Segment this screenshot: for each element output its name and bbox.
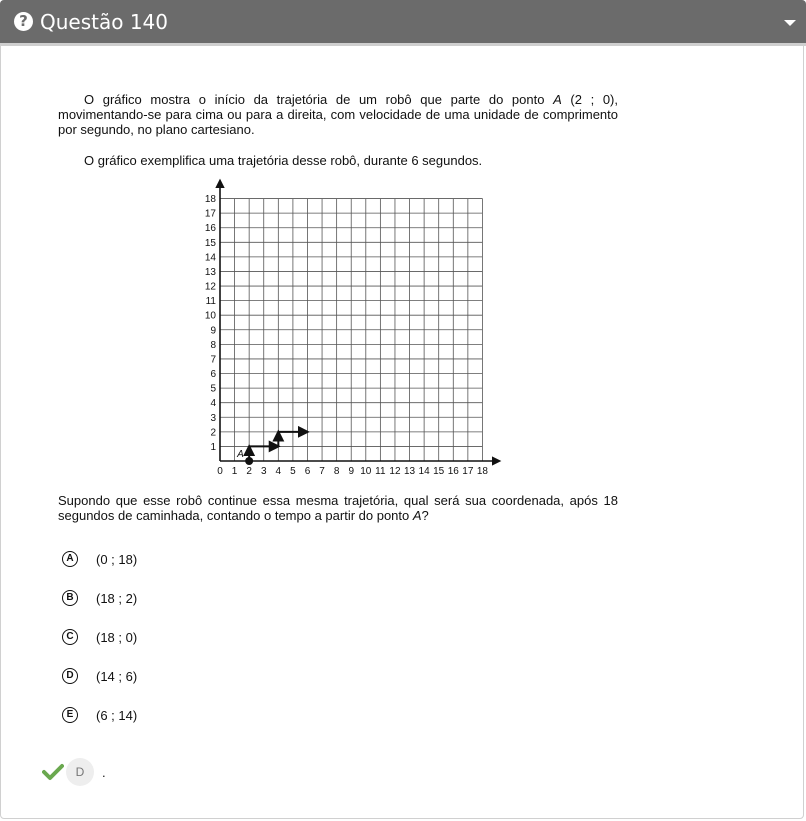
x-tick-label: 17 xyxy=(462,466,474,477)
question-text: Supondo que esse robô continue essa mesma trajetória, qual será sua coordenada, após 18 segundos de caminhada, contando o tempo a partir do ponto A? xyxy=(58,493,618,523)
answer-row xyxy=(42,758,106,786)
x-tick-label: 18 xyxy=(476,466,489,477)
x-tick-label: 6 xyxy=(304,466,311,477)
start-point-label: A xyxy=(237,449,244,460)
x-tick-label: 14 xyxy=(418,466,430,477)
x-tick-label: 5 xyxy=(290,466,296,477)
option-text: (18 ; 0) xyxy=(96,629,138,645)
y-tick-label: 15 xyxy=(204,237,216,249)
x-tick-label: 11 xyxy=(375,466,386,477)
option-e[interactable] xyxy=(62,705,137,725)
option-letter: D xyxy=(62,668,78,684)
y-tick-label: 6 xyxy=(210,369,216,381)
y-tick-label: 17 xyxy=(204,208,216,220)
option-b[interactable] xyxy=(62,588,137,608)
answer-suffix: . xyxy=(102,764,106,780)
x-tick-label: 7 xyxy=(319,466,325,477)
question-title: Questão 140 xyxy=(40,10,169,34)
x-tick-label: 4 xyxy=(275,466,282,477)
y-tick-label: 2 xyxy=(210,427,216,439)
option-text: (6 ; 14) xyxy=(96,707,138,723)
y-tick-label: 9 xyxy=(210,325,216,337)
y-tick-label: 4 xyxy=(210,398,216,410)
y-tick-label: 7 xyxy=(210,354,216,366)
y-tick-label: 14 xyxy=(204,252,216,264)
y-tick-label: 12 xyxy=(204,281,216,293)
y-tick-label: 11 xyxy=(205,296,216,308)
y-tick-label: 16 xyxy=(204,223,216,235)
x-tick-label: 3 xyxy=(260,466,267,477)
y-tick-label: 5 xyxy=(210,383,216,395)
start-point-marker xyxy=(245,457,253,465)
question-header[interactable] xyxy=(0,0,806,46)
question-circle-icon: ? xyxy=(14,12,33,31)
option-text: (0 ; 18) xyxy=(96,551,138,567)
x-tick-label: 2 xyxy=(246,466,252,477)
x-tick-label: 9 xyxy=(348,466,355,477)
x-tick-label: 15 xyxy=(433,466,445,477)
caret-down-icon[interactable] xyxy=(784,20,796,26)
option-d[interactable] xyxy=(62,666,137,686)
option-letter: B xyxy=(62,590,78,606)
y-tick-label: 8 xyxy=(210,339,216,351)
option-a[interactable] xyxy=(62,549,137,569)
trajectory-chart xyxy=(195,175,505,477)
x-tick-label: 12 xyxy=(389,466,401,477)
option-letter: A xyxy=(62,551,78,567)
answer-badge: D xyxy=(66,758,94,786)
statement-paragraph-2: O gráfico exemplifica uma trajetória desse robô, durante 6 segundos. xyxy=(84,153,483,168)
option-letter: C xyxy=(62,629,78,645)
x-tick-label: 0 xyxy=(217,466,223,477)
y-tick-label: 10 xyxy=(204,310,216,322)
x-tick-label: 16 xyxy=(447,466,459,477)
y-tick-label: 13 xyxy=(204,266,216,278)
checkmark-icon xyxy=(42,763,64,781)
y-tick-label: 18 xyxy=(204,194,216,206)
x-tick-label: 10 xyxy=(360,466,372,477)
option-c[interactable] xyxy=(62,627,137,647)
x-tick-label: 1 xyxy=(231,466,238,477)
x-tick-label: 8 xyxy=(333,466,340,477)
x-tick-label: 13 xyxy=(403,466,416,477)
y-tick-label: 1 xyxy=(210,441,216,453)
option-text: (14 ; 6) xyxy=(96,668,138,684)
y-tick-label: 3 xyxy=(210,412,216,424)
option-letter: E xyxy=(62,707,78,723)
option-text: (18 ; 2) xyxy=(96,590,138,606)
statement-paragraph-1: O gráfico mostra o início da trajetória de um robô que parte do ponto A (2 ; 0), movimentando-se para cima ou para a direita, com velocidade de uma unidade de comprimento por segundo, no plano cartesiano. xyxy=(58,92,618,137)
